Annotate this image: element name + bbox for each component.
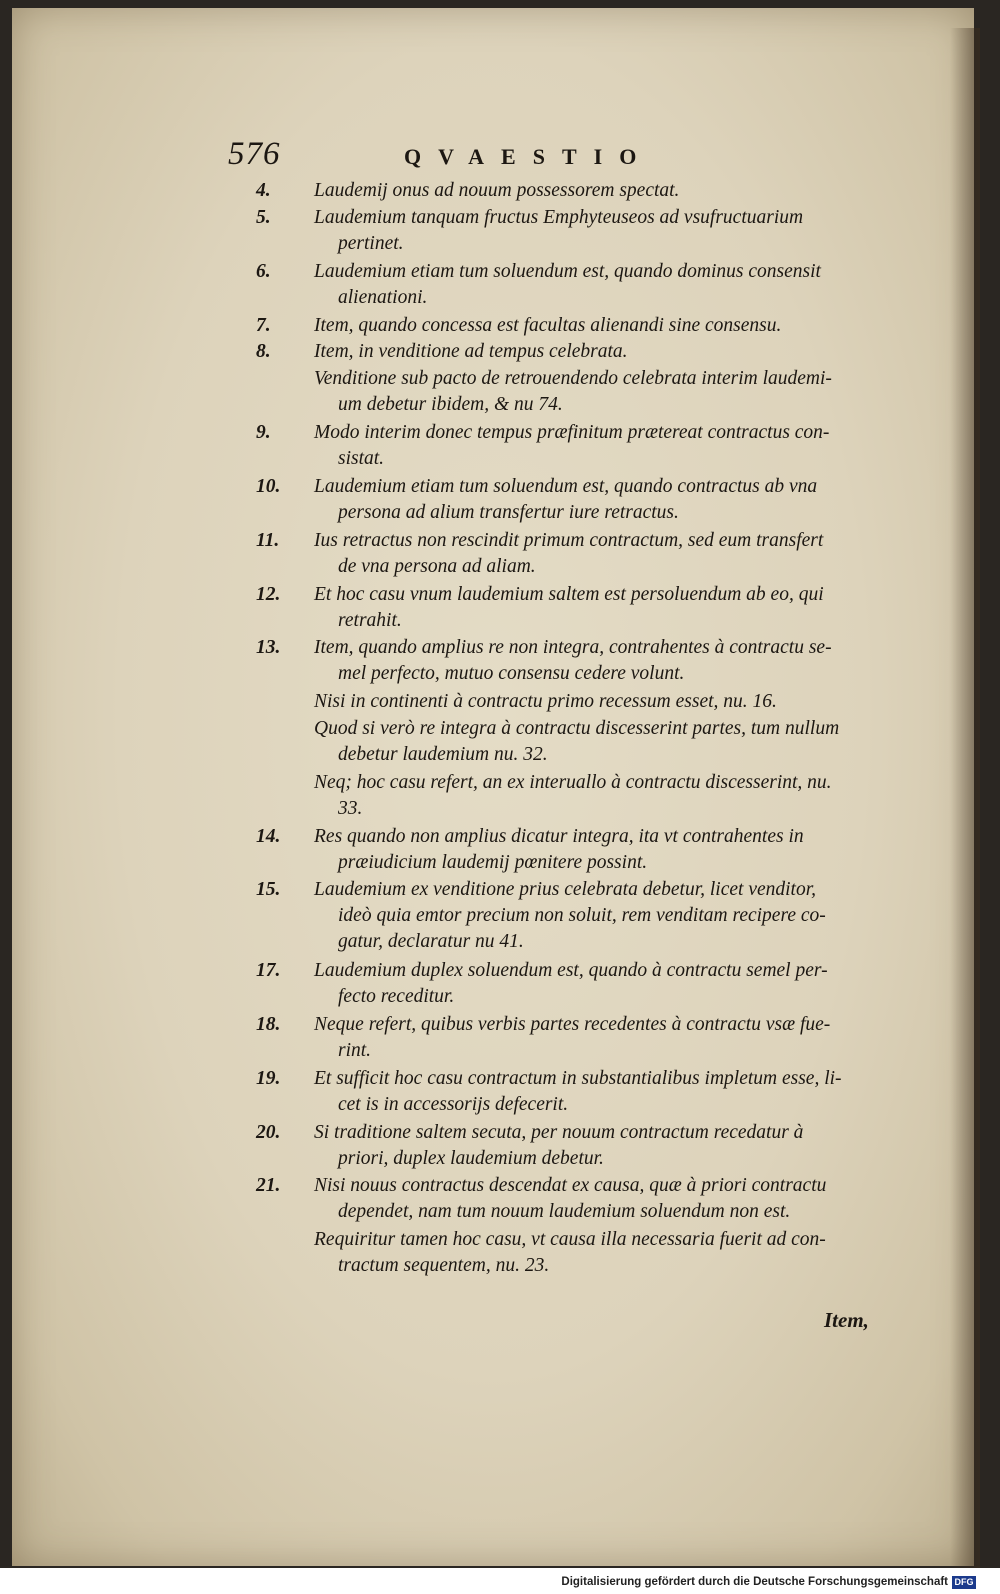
entry-number: 21. [256, 1175, 281, 1197]
entry-text [314, 877, 876, 955]
entry-line: debetur laudemium nu. 32. [338, 744, 548, 765]
entry-text [314, 689, 876, 715]
entry-number: 6. [256, 260, 271, 282]
entry-text [314, 1120, 876, 1172]
entry-line: Si traditione saltem secuta, per nouum contractum recedatur à [314, 1121, 804, 1143]
entry-line: mel perfecto, mutuo consensu cedere volunt. [338, 663, 685, 685]
entry-text [314, 528, 876, 580]
entry-line: Nisi in continenti à contractu primo recessum esset, nu. 16. [314, 691, 777, 713]
catchword: Item, [824, 1308, 869, 1332]
entry-text [314, 178, 876, 204]
entry-line: Et sufficit hoc casu contractum in substantialibus impletum esse, li- [314, 1067, 842, 1089]
entry-line: Modo interim donec tempus præfinitum prætereat contractus con- [314, 422, 830, 444]
entry-line: Item, quando amplius re non integra, contrahentes à contractu se- [314, 637, 832, 659]
entry-line: persona ad alium transfertur iure retractus. [338, 501, 679, 523]
entry-number: 14. [256, 825, 281, 847]
dfg-logo: DFG [952, 1576, 976, 1589]
entry-line: Item, in venditione ad tempus celebrata. [314, 341, 628, 363]
entry-number: 8. [256, 341, 271, 363]
entry-number: 4. [256, 180, 271, 201]
entry-number: 19. [256, 1067, 281, 1089]
entry-text [314, 1173, 876, 1225]
entry-line: fecto receditur. [338, 986, 455, 1008]
entry-text [314, 824, 876, 876]
entry-number: 10. [256, 475, 281, 497]
entry-line: sistat. [338, 448, 385, 470]
entry-number: 13. [256, 637, 281, 659]
page-number: 576 [228, 136, 281, 172]
footer-bar [0, 1574, 1000, 1594]
entry-number: 11. [256, 529, 280, 551]
entry-number: 20. [256, 1121, 281, 1143]
entry-text [314, 716, 876, 768]
entry-line: alienationi. [338, 286, 428, 308]
entry-text [314, 770, 876, 822]
entry-number: 5. [256, 206, 271, 228]
entry-line: cet is in accessorijs defecerit. [338, 1093, 569, 1115]
entry-text [314, 366, 876, 418]
page-spine-shadow [950, 28, 980, 1568]
entry-text [314, 635, 876, 687]
entry-number: 9. [256, 422, 271, 444]
entry-line: Venditione sub pacto de retrouendendo celebrata interim laudemi- [314, 368, 832, 390]
entry-line: priori, duplex laudemium debetur. [338, 1147, 604, 1169]
entry-text [314, 313, 876, 339]
entry-line: Laudemium ex venditione prius celebrata debetur, licet venditor, [314, 879, 817, 901]
entry-text [314, 1227, 876, 1279]
entry-text [314, 259, 876, 311]
entry-line: præiudicium laudemij pœnitere possint. [338, 851, 648, 873]
entry-text [314, 582, 876, 634]
entry-line: Laudemium etiam tum soluendum est, quando dominus consensit [314, 260, 821, 282]
entry-line: Ius retractus non rescindit primum contractum, sed eum transfert [314, 529, 824, 551]
entry-text [314, 420, 876, 472]
entry-line: Laudemij onus ad nouum possessorem spectat. [314, 180, 680, 201]
entry-line: rint. [338, 1039, 372, 1061]
entry-number: 17. [256, 960, 281, 982]
entry-line: Neq; hoc casu refert, an ex interuallo à contractu discesserint, nu. [314, 771, 832, 793]
entry-line: Laudemium duplex soluendum est, quando à contractu semel per- [314, 960, 828, 982]
entry-line: retrahit. [338, 609, 402, 631]
entry-number: 18. [256, 1013, 281, 1035]
entry-line: de vna persona ad aliam. [338, 555, 536, 577]
entry-text [314, 205, 876, 257]
entry-text [314, 958, 876, 1010]
entry-line: Laudemium tanquam fructus Emphyteuseos ad vsufructuarium [314, 206, 804, 228]
footer-credit: Digitalisierung gefördert durch die Deutsche Forschungsgemeinschaft [561, 1576, 948, 1588]
entry-line: Nisi nouus contractus descendat ex causa, quæ à priori contractu [314, 1175, 827, 1197]
entry-text [314, 1012, 876, 1064]
entry-number: 7. [256, 314, 271, 336]
entry-text [314, 474, 876, 526]
entry-line: Neque refert, quibus verbis partes recedentes à contractu vsæ fue- [314, 1013, 831, 1035]
entry-line: gatur, declaratur nu 41. [338, 931, 524, 953]
entry-line: 33. [338, 797, 363, 819]
entry-number: 12. [256, 583, 281, 605]
entry-line: tractum sequentem, nu. 23. [338, 1255, 550, 1277]
entry-line: Item, quando concessa est facultas alienandi sine consensu. [314, 314, 782, 336]
entry-line: Requiritur tamen hoc casu, vt causa illa necessaria fuerit ad con- [314, 1229, 826, 1251]
entry-text [314, 339, 876, 365]
page-header [228, 136, 748, 176]
entry-line: Laudemium etiam tum soluendum est, quando contractus ab vna [314, 475, 818, 497]
running-head: QVAESTIO [404, 144, 654, 169]
entry-line: Res quando non amplius dicatur integra, ita vt contrahentes in [314, 825, 804, 847]
entry-line: ideò quia emtor precium non soluit, rem venditam recipere co- [338, 905, 826, 927]
entry-number: 15. [256, 879, 281, 901]
entry-line: pertinet. [338, 232, 404, 254]
entry-line: dependet, nam tum nouum laudemium soluendum non est. [338, 1201, 791, 1223]
entry-line: Et hoc casu vnum laudemium saltem est persoluendum ab eo, qui [314, 583, 824, 605]
entry-text [314, 1066, 876, 1118]
entry-line: um debetur ibidem, & nu 74. [338, 394, 563, 416]
entry-line: Quod si verò re integra à contractu discesserint partes, tum nullum [314, 718, 840, 739]
